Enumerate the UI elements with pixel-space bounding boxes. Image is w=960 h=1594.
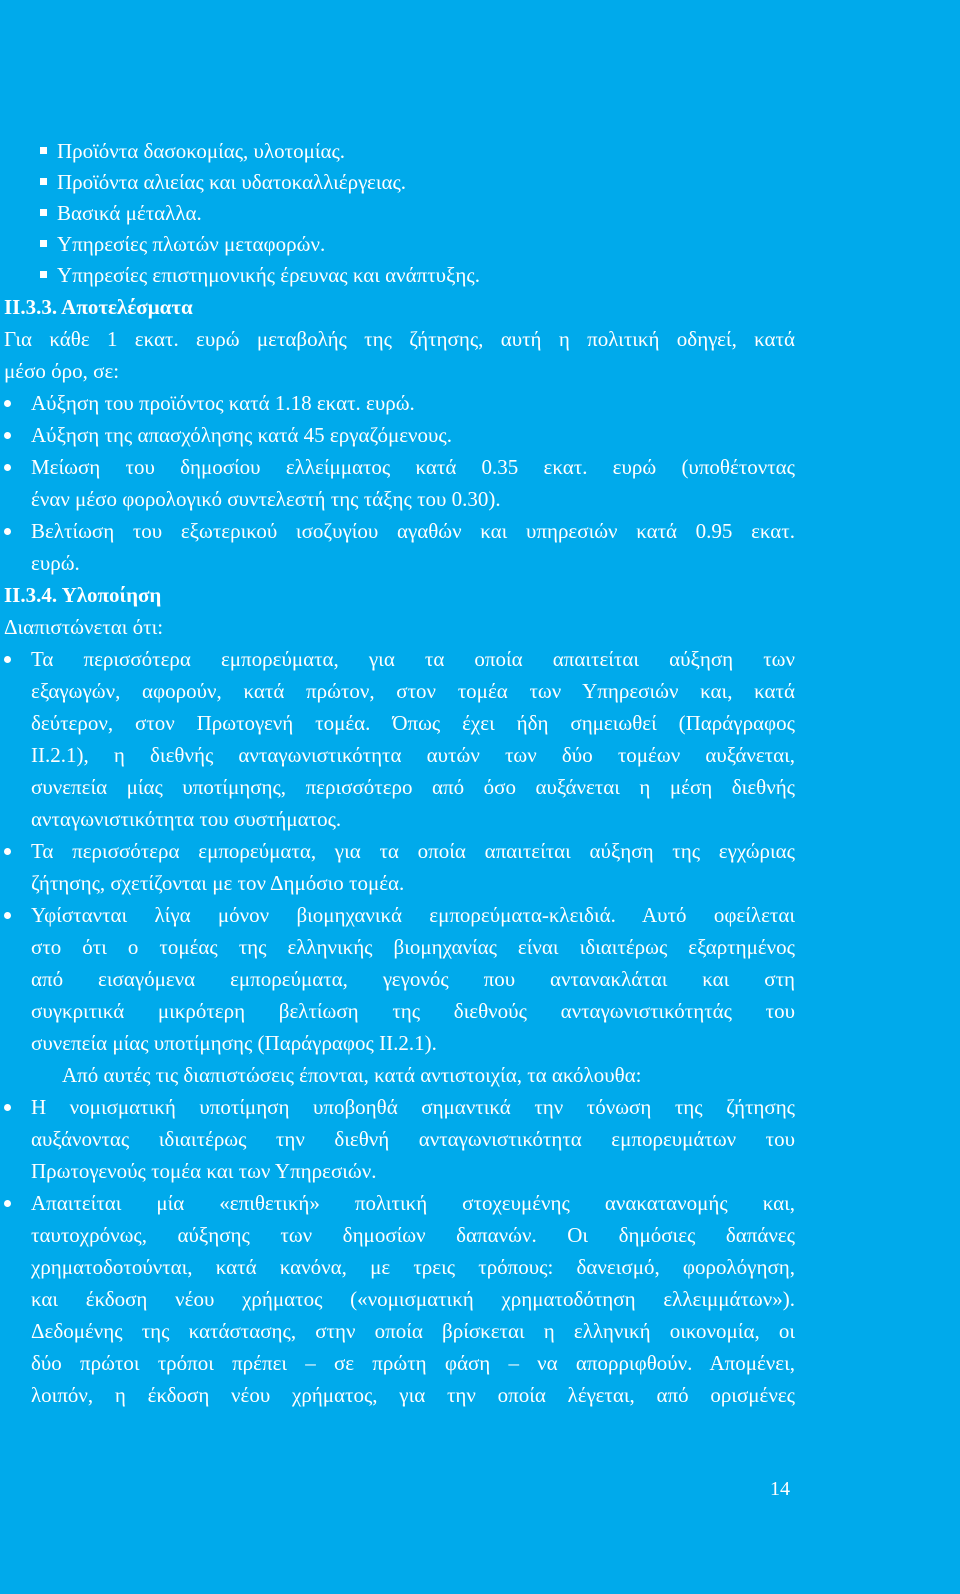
list-item: Μείωση του δημοσίου ελλείμματος κατά 0.35 εκατ. ευρώ (υποθέτοντας έναν μέσο φορολογικό συντελεστή της τάξης του 0.30). [0, 451, 795, 515]
square-bullet-icon [40, 240, 47, 247]
section-heading-implementation: ΙΙ.3.4. Υλοποίηση [4, 583, 162, 607]
list-item: Αύξηση του προϊόντος κατά 1.18 εκατ. ευρώ. [0, 387, 795, 419]
page-body [0, 136, 795, 1411]
list-item: Απαιτείται μία «επιθετική» πολιτική στοχευμένης ανακατανομής και, ταυτοχρόνως, αύξησης των δημοσίων δαπανών. Οι δημόσιες δαπάνες χρηματοδοτούνται, κατά κανόνα, με τρεις τρόπους: δανεισμό, φορολόγηση, και έκδοση νέου χρήματος («νομισματική χρηματοδότηση ελλειμμάτων»). Δεδομένης της κατάστασης, στην οποία βρίσκεται η ελληνική οικονομία, οι δύο πρώτοι τρόποι πρέπει – σε πρώτη φάση – να απορριφθούν. Απομένει, λοιπόν, η έκδοση νέου χρήματος, για την οποία λέγεται, από ορισμένες [0, 1187, 795, 1411]
page-number: 14 [770, 1478, 790, 1500]
square-bullet-icon [40, 271, 47, 278]
bullet-icon [4, 464, 11, 471]
square-bullet-icon [40, 178, 47, 185]
list-item: Αύξηση της απασχόλησης κατά 45 εργαζόμενους. [0, 419, 795, 451]
list-item: Τα περισσότερα εμπορεύματα, για τα οποία απαιτείται αύξηση των εξαγωγών, αφορούν, κατά πρώτον, στον τομέα των Υπηρεσιών και, κατά δεύτερον, στον Πρωτογενή τομέα. Όπως έχει ήδη σημειωθεί (Παράγραφος ΙΙ.2.1), η διεθνής ανταγωνιστικότητα αυτών των δύο τομέων αυξάνεται, συνεπεία μίας υποτίμησης, περισσότερο από όσο αυξάνεται η μέση διεθνής ανταγωνιστικότητα του συστήματος. [0, 643, 795, 835]
square-bullet-icon [40, 147, 47, 154]
bullet-icon [4, 912, 11, 919]
list-item: Υπηρεσίες πλωτών μεταφορών. [0, 229, 795, 260]
bullet-icon [4, 400, 11, 407]
list-item: Προϊόντα δασοκομίας, υλοτομίας. [0, 136, 795, 167]
list-item: Προϊόντα αλιείας και υδατοκαλλιέργειας. [0, 167, 795, 198]
list-item: Βασικά μέταλλα. [0, 198, 795, 229]
section-heading-results: ΙΙ.3.3. Αποτελέσματα [4, 295, 193, 319]
bullet-icon [4, 1104, 11, 1111]
list-item: Υφίστανται λίγα μόνον βιομηχανικά εμπορεύματα-κλειδιά. Αυτό οφείλεται στο ότι ο τομέας της ελληνικής βιομηχανίας είναι ιδιαιτέρως εξαρτημένος από εισαγόμενα εμπορεύματα, γεγονός που αντανακλάται και στη συγκριτικά μικρότερη βελτίωση της διεθνούς ανταγωνιστικότητάς του συνεπεία μίας υποτίμησης (Παράγραφος ΙΙ.2.1). [0, 899, 795, 1059]
bullet-icon [4, 1200, 11, 1207]
list-item: Υπηρεσίες επιστημονικής έρευνας και ανάπτυξης. [0, 260, 795, 291]
bullet-icon [4, 528, 11, 535]
square-bullet-icon [40, 209, 47, 216]
results-intro: Για κάθε 1 εκατ. ευρώ μεταβολής της ζήτησης, αυτή η πολιτική οδηγεί, κατά μέσο όρο, σε: [4, 327, 795, 383]
product-list [0, 136, 795, 291]
bullet-icon [4, 432, 11, 439]
list-item: Τα περισσότερα εμπορεύματα, για τα οποία απαιτείται αύξηση της εγχώριας ζήτησης, σχετίζονται με τον Δημόσιο τομέα. [0, 835, 795, 899]
bullet-icon [4, 848, 11, 855]
list-item: Βελτίωση του εξωτερικού ισοζυγίου αγαθών και υπηρεσιών κατά 0.95 εκατ. ευρώ. [0, 515, 795, 579]
list-item: Η νομισματική υποτίμηση υποβοηθά σημαντικά την τόνωση της ζήτησης αυξάνοντας ιδιαιτέρως την διεθνή ανταγωνιστικότητα εμπορευμάτων του Πρωτογενούς τομέα και των Υπηρεσιών. [0, 1091, 795, 1187]
implementation-intro: Διαπιστώνεται ότι: [4, 615, 164, 639]
bullet-icon [4, 656, 11, 663]
conclusions-intro: Από αυτές τις διαπιστώσεις έπονται, κατά αντιστοιχία, τα ακόλουθα: [62, 1063, 642, 1087]
